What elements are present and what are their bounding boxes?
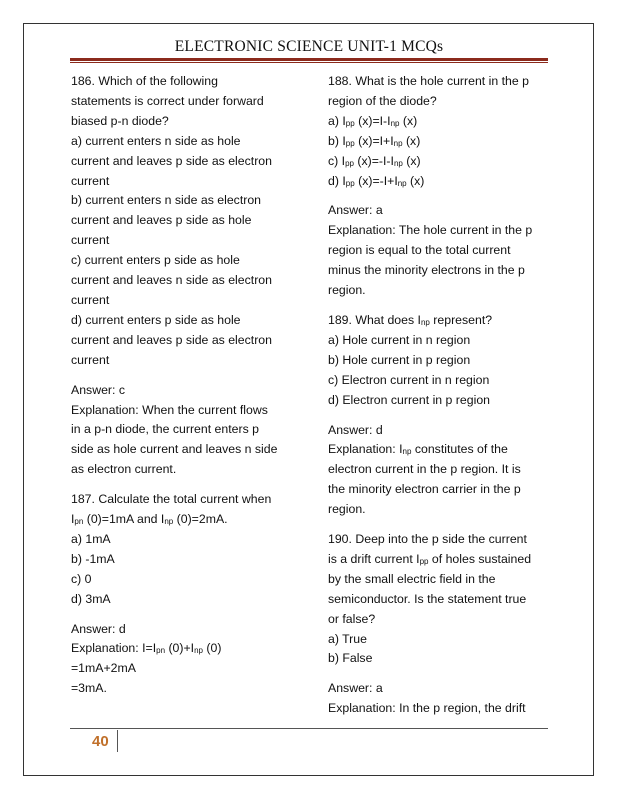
text-line <box>328 440 554 460</box>
right-column <box>328 72 554 719</box>
text-line: c) 0 <box>71 571 92 586</box>
text-run: (0)+I <box>165 641 195 656</box>
text-line: electron current in the p region. It is <box>328 462 521 477</box>
text-line: c) Electron current in n region <box>328 372 490 387</box>
text-run: I <box>71 512 75 527</box>
text-run: b) I <box>328 133 346 148</box>
text-run: (x)=I+I <box>354 133 394 148</box>
text-line: =1mA+2mA <box>71 661 136 676</box>
text-line: 188. What is the hole current in the p <box>328 74 529 88</box>
header-rule-thin <box>70 62 548 63</box>
subscript: pn <box>74 517 84 527</box>
text-line: current and leaves p side as electron <box>71 153 272 168</box>
text-run: (x)=-I+I <box>354 173 398 188</box>
text-line: 190. Deep into the p side the current <box>328 532 527 547</box>
subscript: np <box>390 118 400 128</box>
paragraph-gap <box>328 520 554 530</box>
subscript: np <box>420 317 430 327</box>
text-run: c) I <box>328 153 346 168</box>
text-line: Explanation: The hole current in the p <box>328 223 533 238</box>
text-run: (x) <box>402 153 421 168</box>
subscript: pp <box>345 178 355 188</box>
text-line <box>328 152 554 172</box>
text-line: semiconductor. Is the statement true <box>328 591 527 606</box>
text-line: current and leaves p side as hole <box>71 213 252 228</box>
text-line: current <box>71 352 110 367</box>
paragraph-gap <box>328 301 554 311</box>
text-run: (0)=2mA. <box>173 512 228 527</box>
paragraph-gap <box>328 411 554 421</box>
text-run: (x) <box>399 113 418 128</box>
text-run: (0) <box>202 641 222 656</box>
text-line: as electron current. <box>71 462 177 477</box>
text-run: (x)=-I-I <box>353 153 394 168</box>
subscript: np <box>164 517 174 527</box>
text-line <box>71 510 303 530</box>
text-line: by the small electric field in the <box>328 571 496 586</box>
text-run: of holes sustained <box>428 551 532 566</box>
text-line <box>71 639 303 659</box>
text-line: current <box>71 233 110 248</box>
text-line: region of the diode? <box>328 93 437 108</box>
text-line: region. <box>328 502 366 517</box>
paragraph-gap <box>328 191 554 201</box>
text-line: a) True <box>328 631 367 646</box>
text-run: d) I <box>328 173 346 188</box>
footer-rule <box>70 728 548 729</box>
text-line: a) current enters n side as hole <box>71 133 241 148</box>
paragraph-gap <box>71 610 303 620</box>
text-line: Answer: c <box>71 382 125 397</box>
text-line: 187. Calculate the total current when <box>71 492 272 507</box>
subscript: pp <box>419 556 429 566</box>
page-header-title: ELECTRONIC SCIENCE UNIT-1 MCQs <box>174 38 444 55</box>
text-line: the minority electron carrier in the p <box>328 482 521 497</box>
subscript: np <box>393 158 403 168</box>
text-line: current <box>71 292 110 307</box>
text-line: a) 1mA <box>71 531 111 546</box>
text-line: 186. Which of the following <box>71 74 218 88</box>
text-line: in a p-n diode, the current enters p <box>71 422 259 437</box>
subscript: pp <box>345 158 354 168</box>
text-line: region is equal to the total current <box>328 243 511 258</box>
text-line: c) current enters p side as hole <box>71 253 240 268</box>
text-line: b) False <box>328 651 373 666</box>
text-run: represent? <box>429 312 493 327</box>
text-run: (x)=I-I <box>354 113 391 128</box>
text-line: a) Hole current in n region <box>328 332 471 347</box>
text-line: =3mA. <box>71 681 107 696</box>
text-run: (x) <box>402 133 421 148</box>
text-line: Answer: a <box>328 681 383 696</box>
subscript: pn <box>156 646 166 656</box>
text-line: current and leaves p side as electron <box>71 332 272 347</box>
text-run: is a drift current I <box>328 551 420 566</box>
text-line <box>328 311 554 331</box>
text-line: d) Electron current in p region <box>328 392 490 407</box>
text-line: b) -1mA <box>71 551 115 566</box>
page-number: 40 <box>92 733 109 750</box>
text-line: d) 3mA <box>71 591 111 606</box>
text-line <box>328 172 554 192</box>
text-run: (0)=1mA and I <box>83 512 165 527</box>
text-line: b) Hole current in p region <box>328 352 471 367</box>
text-run: Explanation: I=I <box>71 641 157 656</box>
subscript: np <box>393 138 403 148</box>
subscript: pp <box>345 118 355 128</box>
text-line: minus the minority electrons in the p <box>328 263 525 278</box>
text-line: current and leaves n side as electron <box>71 273 272 288</box>
text-line: Answer: a <box>328 203 383 218</box>
text-run: a) I <box>328 113 346 128</box>
text-line: statements is correct under forward <box>71 93 264 108</box>
page-number-divider <box>117 730 118 752</box>
text-line <box>328 112 554 132</box>
text-line: side as hole current and leaves n side <box>71 442 278 457</box>
paragraph-gap <box>71 371 303 381</box>
text-run: (x) <box>406 173 425 188</box>
text-line: Answer: d <box>71 621 126 636</box>
text-line: Explanation: When the current flows <box>71 402 268 417</box>
text-line: region. <box>328 283 366 298</box>
text-line: Explanation: In the p region, the drift <box>328 701 526 716</box>
text-run: 189. What does I <box>328 312 421 327</box>
subscript: pp <box>345 138 355 148</box>
text-line: current <box>71 173 110 188</box>
text-line: or false? <box>328 611 376 626</box>
text-line: Answer: d <box>328 422 383 437</box>
paragraph-gap <box>328 669 554 679</box>
text-line: b) current enters n side as electron <box>71 193 262 208</box>
left-column <box>71 72 303 699</box>
header-rule <box>70 58 548 61</box>
text-line: d) current enters p side as hole <box>71 312 241 327</box>
text-line <box>328 132 554 152</box>
subscript: np <box>194 646 203 656</box>
text-run: constitutes of the <box>411 442 508 457</box>
text-line: biased p-n diode? <box>71 113 169 128</box>
paragraph-gap <box>71 480 303 490</box>
text-run: Explanation: I <box>328 442 403 457</box>
text-line <box>328 550 554 570</box>
subscript: np <box>397 178 407 188</box>
subscript: np <box>402 447 412 457</box>
